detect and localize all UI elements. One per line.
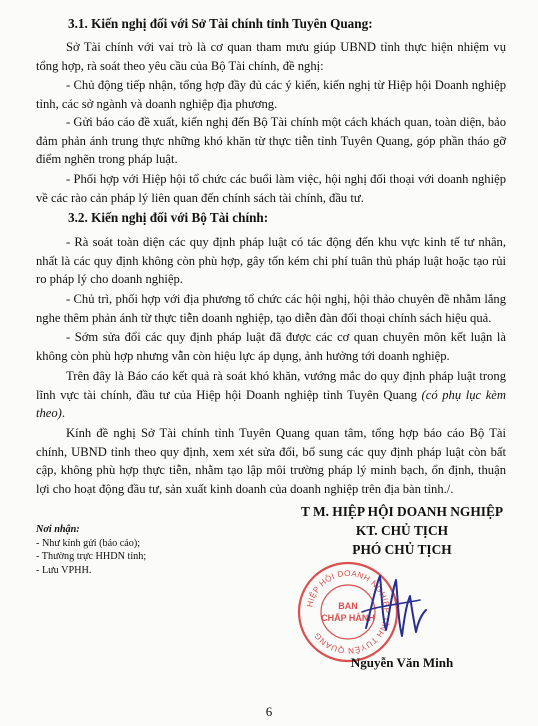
paragraph-3-2-item-1: - Rà soát toàn diện các quy định pháp luật có tác động đến khu vực kinh tế tư nhân, nhất là các quy định không còn phù hợp, gây tốn kém chi phí tuân thủ pháp luật hoặc tạo rủi ro pháp lý cho doanh nghiệp. — [36, 235, 506, 287]
position-title: KT. CHỦ TỊCH — [355, 523, 449, 538]
paragraph-3-2-item-2: - Chủ trì, phối hợp với địa phương tổ chức các hội nghị, hội thảo chuyên đề nhằm lắng nghe thêm phản ánh từ thực tiễn doanh nghiệp, tạo diễn đàn đối thoại chính sách hiệu quả. — [36, 292, 506, 325]
org-title: T M. HIỆP HỘI DOANH NGHIỆP — [300, 504, 504, 519]
paragraph-closing: Kính đề nghị Sở Tài chính tỉnh Tuyên Quang quan tâm, tổng hợp báo cáo Bộ Tài chính, UBND tỉnh theo quy định, xem xét sửa đổi, bổ sung các quy định pháp luật còn bất cập, không phù hợp thực tiễn, nhằm tạo lập môi trường pháp lý minh bạch, ổn định, thuận lợi cho hoạt động đầu tư, sản xuất kinh doanh của doanh nghiệp trên địa bàn tỉnh./. — [36, 426, 506, 496]
paragraph-3-2-item-3: - Sớm sửa đổi các quy định pháp luật đã được các cơ quan chuyên môn kết luận là không còn phù hợp nhưng vẫn còn hiệu lực áp dụng, ảnh hưởng tới doanh nghiệp. — [36, 330, 506, 363]
paragraph-summary — [36, 367, 506, 423]
summary-appendix-note: (có phụ lục kèm theo) — [36, 387, 506, 421]
seal-center-line-1: BAN — [338, 601, 358, 611]
signer-role: PHÓ CHỦ TỊCH — [352, 542, 452, 557]
recipient-item: - Lưu VPHH. — [36, 564, 92, 576]
seal-center-line-2: CHẤP HÀNH — [321, 613, 375, 623]
section-heading-3-1: 3.1. Kiến nghị đối với Sở Tài chính tỉnh Tuyên Quang: — [68, 16, 373, 31]
recipient-item: - Như kính gửi (báo cáo); — [36, 537, 141, 549]
signer-name: Nguyễn Văn Minh — [350, 655, 454, 670]
paragraph-3-1-item-1: - Chủ động tiếp nhận, tổng hợp đầy đủ các ý kiến, kiến nghị từ Hiệp hội Doanh nghiệp tỉnh, các sở ngành và doanh nghiệp địa phương. — [36, 78, 506, 111]
seal-ring-text: HIỆP HỘI DOANH NGHIỆP TỈNH TUYÊN QUANG — [305, 568, 392, 656]
recipients-title: Nơi nhận: — [36, 524, 80, 535]
page-number: 6 — [265, 704, 273, 719]
paragraph-intro: Sở Tài chính với vai trò là cơ quan tham mưu giúp UBND tỉnh thực hiện nhiệm vụ tổng hợp, rà soát theo yêu cầu của Bộ Tài chính, đề nghị: — [36, 40, 506, 73]
handwritten-signature — [360, 566, 430, 650]
recipient-item: - Thường trực HHDN tỉnh; — [36, 551, 147, 563]
paragraph-3-1-item-2: - Gửi báo cáo đề xuất, kiến nghị đến Bộ Tài chính một cách khách quan, toàn diện, bảo đảm phản ánh trung thực những khó khăn từ thực tiễn tỉnh Tuyên Quang, góp phần tháo gỡ điểm nghẽn trong pháp luật. — [36, 115, 506, 167]
summary-end: . — [61, 406, 66, 421]
paragraph-3-1-item-3: - Phối hợp với Hiệp hội tổ chức các buổi làm việc, hội nghị đối thoại với doanh nghiệp về các rào cản pháp lý liên quan đến chính sách tài chính, đầu tư. — [36, 172, 506, 205]
summary-text: Trên đây là Báo cáo kết quả rà soát khó khăn, vướng mắc do quy định pháp luật trong lĩnh vực tài chính, đầu tư của Hiệp hội Doanh nghiệp tỉnh Tuyên Quang — [36, 369, 506, 402]
recipients-block — [36, 523, 236, 577]
section-heading-3-2: 3.2. Kiến nghị đối với Bộ Tài chính: — [68, 210, 269, 225]
